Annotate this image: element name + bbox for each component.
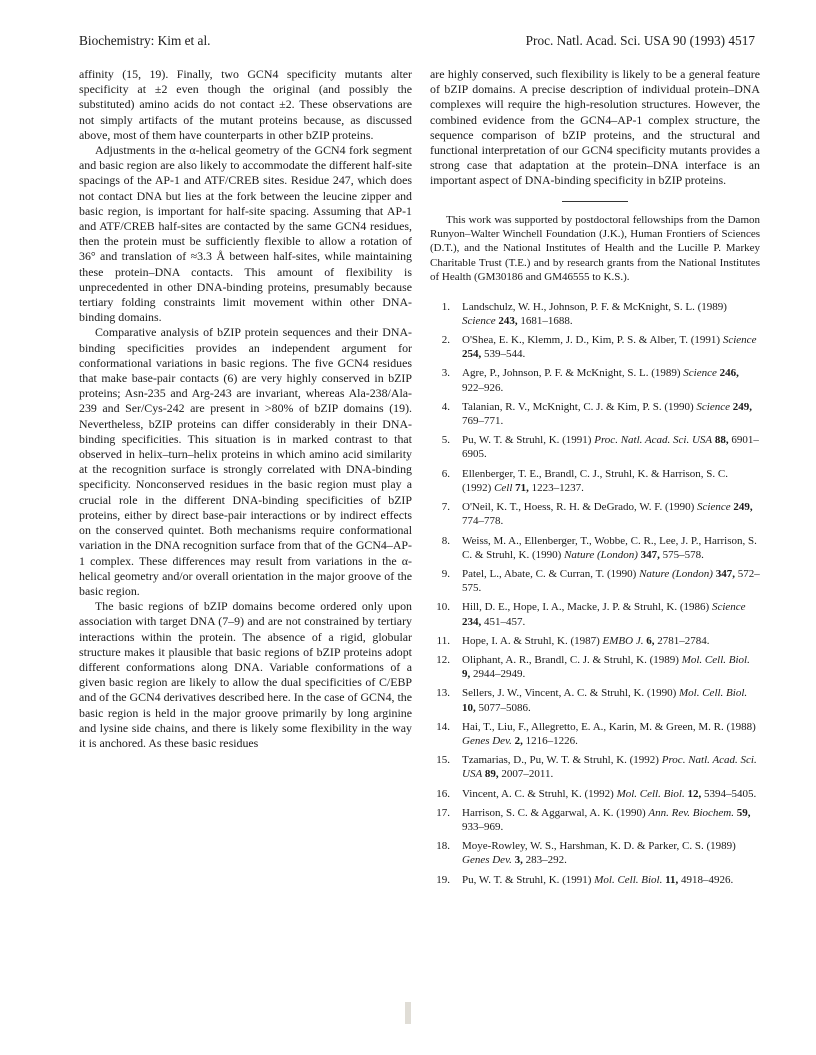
reference-number: 5. (441, 434, 450, 447)
right-column (430, 67, 760, 892)
reference-item (430, 534, 760, 562)
reference-pages: 933–969. (462, 820, 504, 833)
reference-journal: Nature (London) (639, 567, 713, 580)
reference-number: 6. (441, 467, 450, 480)
reference-item (430, 300, 760, 328)
reference-journal: Science (711, 601, 746, 614)
reference-pages: 1216–1226. (525, 734, 578, 747)
reference-pages: 2781–2784. (657, 634, 710, 647)
reference-pages: 4918–4926. (681, 873, 734, 886)
reference-pages: 922–926. (462, 381, 504, 394)
reference-item (430, 686, 760, 714)
reference-pages: 2944–2949. (473, 668, 526, 681)
reference-volume: 2, (514, 734, 523, 747)
reference-journal: Mol. Cell. Biol. (679, 687, 748, 700)
reference-journal: EMBO J. (602, 634, 644, 647)
reference-pages: 1681–1688. (520, 314, 573, 327)
reference-item (430, 720, 760, 748)
reference-journal: Genes Dev. (462, 854, 512, 867)
reference-authors: Hai, T., Liu, F., Allegretto, E. A., Karin, M. & Green, M. R. (1988) (462, 720, 756, 733)
reference-journal: Cell (494, 481, 513, 494)
reference-number: 2. (441, 334, 450, 347)
reference-authors: Ellenberger, T. E., Brandl, C. J., Struhl, K. & Harrison, S. C. (1992) (462, 467, 728, 494)
reference-item (430, 787, 760, 801)
reference-pages: 2007–2011. (501, 768, 554, 781)
reference-number: 1. (441, 300, 450, 313)
reference-number: 8. (441, 534, 450, 547)
reference-authors: Pu, W. T. & Struhl, K. (1991) (462, 434, 592, 447)
reference-number: 10. (436, 601, 450, 614)
reference-volume: 249, (733, 501, 753, 514)
reference-item (430, 806, 760, 834)
reference-journal: Mol. Cell. Biol. (681, 653, 750, 666)
reference-authors: Agre, P., Johnson, P. F. & McKnight, S. L. (1989) (462, 367, 681, 380)
reference-pages: 5394–5405. (703, 787, 757, 800)
reference-volume: 11, (665, 873, 679, 886)
reference-list (430, 300, 760, 887)
reference-volume: 243, (498, 314, 518, 327)
reference-pages: 774–778. (462, 515, 504, 528)
reference-pages: 1223–1237. (531, 481, 584, 494)
reference-journal: Mol. Cell. Biol. (616, 787, 685, 800)
reference-authors: Vincent, A. C. & Struhl, K. (1992) (462, 787, 614, 800)
reference-volume: 234, (462, 615, 482, 628)
reference-item (430, 567, 760, 595)
reference-journal: Nature (London) (564, 548, 638, 561)
reference-volume: 254, (462, 348, 482, 361)
reference-journal: Science (683, 367, 717, 380)
reference-journal: Genes Dev. (462, 734, 512, 747)
reference-authors: O'Shea, E. K., Klemm, J. D., Kim, P. S. & Alber, T. (1991) (462, 334, 721, 347)
body-paragraph: are highly conserved, such flexibility is likely to be a general feature of bZIP domains. A precise description of individual protein–DNA complexes will require the high-resolution structures. However, the combined evidence from the GCN4–AP-1 complex structure, the sequence comparison of bZIP proteins, and the structural and functional interpretation of our GCN4 specificity mutants provides a strong case that adaptation at the protein–DNA interface is an important aspect of DNA-binding specificity in bZIP proteins. (430, 67, 760, 188)
reference-authors: Weiss, M. A., Ellenberger, T., Wobbe, C. R., Lee, J. P., Harrison, S. C. & Struhl, K. (1990) (462, 534, 757, 561)
reference-authors: Oliphant, A. R., Brandl, C. J. & Struhl, K. (1989) (462, 653, 679, 666)
reference-volume: 10, (462, 701, 476, 714)
reference-authors: Sellers, J. W., Vincent, A. C. & Struhl, K. (1990) (462, 687, 677, 700)
reference-volume: 71, (515, 481, 529, 494)
reference-number: 4. (441, 400, 450, 413)
reference-volume: 249, (732, 400, 753, 413)
reference-item (430, 600, 760, 628)
reference-number: 18. (436, 840, 450, 853)
body-paragraph: Adjustments in the α-helical geometry of the GCN4 fork segment and basic region are also likely to accommodate the different half-site spacings of the AP-1 and ATF/CREB sites. Residue 247, which does not contact DNA but lies at the fork between the leucine zipper and basic region, is important for half-site spacing. Assuming that AP-1 and ATF/CREB half-sites are contacted by the same GCN4 residues, then the protein must be sufficiently flexible to allow a rotation of 36° and translation of ≈3.3 Å between half-sites, while maintaining these protein–DNA contacts. This amount of flexibility is unprecedented in other DNA-binding proteins, presumably because tertiary folding constraints limit movement within other DNA-binding domains. (79, 143, 412, 325)
reference-authors: Landschulz, W. H., Johnson, P. F. & McKnight, S. L. (1989) (462, 300, 727, 313)
reference-authors: Harrison, S. C. & Aggarwal, A. K. (1990) (462, 806, 646, 819)
reference-authors: Patel, L., Abate, C. & Curran, T. (1990) (462, 567, 637, 580)
body-paragraph: Comparative analysis of bZIP protein sequences and their DNA-binding specificities provides an independent argument for conformational variations in basic regions. The five GCN4 residues that make base-pair contacts (6) are very highly conserved in bZIP proteins; Asn-235 and Arg-243 are invariant, whereas Ala-238/Ala-239 and Ser/Cys-242 are present in >80% of bZIP domains (19). Nevertheless, bZIP proteins can differ considerably in their DNA-binding specificities. This situation is in marked contrast to that observed in helix–turn–helix proteins in which amino acid similarity at the recognition surface is strongly correlated with DNA-binding specificity. Nonconserved residues in the basic region must play a crucial role in the different DNA-binding specificities of bZIP proteins, either by direct base-pair interactions or by indirect effects on the conserved quintet. Both mechanisms require conformational variation in the DNA recognition surface from that of the GCN4–AP-1 complex. These differences may result from variations in the α-helical geometry and/or overall orientation in the major groove of the basic region. (79, 325, 412, 598)
reference-item (430, 433, 760, 461)
reference-pages: 539–544. (484, 348, 526, 361)
reference-authors: Hill, D. E., Hope, I. A., Macke, J. P. & Struhl, K. (1986) (462, 601, 710, 614)
reference-pages: 769–771. (462, 415, 504, 428)
reference-volume: 89, (484, 768, 499, 781)
reference-pages: 6901–6905. (462, 434, 759, 461)
acknowledgment: This work was supported by postdoctoral fellowships from the Damon Runyon–Walter Winchell Foundation (J.K.), Human Frontiers of Sciences (D.T.), and the National Institutes of Health and the Lucille P. Markey Charitable Trust (T.E.) and by research grants from the National Institutes of Health (GM30186 and GM46555 to K.S.). (430, 213, 760, 284)
reference-item (430, 333, 760, 361)
reference-authors: Hope, I. A. & Struhl, K. (1987) (462, 634, 600, 647)
reference-item (430, 839, 760, 867)
reference-number: 14. (436, 720, 450, 733)
reference-item (430, 400, 760, 428)
reference-number: 11. (436, 634, 450, 647)
reference-journal: Proc. Natl. Acad. Sci. USA (462, 754, 757, 781)
reference-pages: 5077–5086. (478, 701, 531, 714)
reference-number: 12. (436, 653, 450, 666)
reference-volume: 59, (736, 806, 751, 819)
reference-journal: Science (697, 501, 731, 514)
reference-number: 9. (441, 567, 450, 580)
reference-authors: Pu, W. T. & Struhl, K. (1991) (462, 873, 592, 886)
reference-authors: Talanian, R. V., McKnight, C. J. & Kim, P. S. (1990) (462, 400, 694, 413)
reference-journal: Proc. Natl. Acad. Sci. USA (594, 434, 713, 447)
reference-pages: 451–457. (484, 615, 526, 628)
reference-journal: Science (696, 400, 731, 413)
reference-number: 7. (441, 501, 450, 514)
reference-item (430, 634, 760, 648)
reference-item (430, 500, 760, 528)
reference-journal: Science (462, 314, 496, 327)
reference-number: 16. (436, 787, 450, 800)
reference-authors: Tzamarias, D., Pu, W. T. & Struhl, K. (1992) (462, 754, 659, 767)
scan-mark (405, 1002, 411, 1024)
reference-number: 3. (441, 367, 450, 380)
reference-item (430, 873, 760, 887)
reference-volume: 9, (462, 668, 471, 681)
reference-journal: Ann. Rev. Biochem. (648, 806, 734, 819)
body-paragraph: The basic regions of bZIP domains become ordered only upon association with target DNA (7–9) and are not constrained by tertiary interactions within the protein. The absence of a rigid, globular structure makes it plausible that basic regions of bZIP proteins adopt different conformations along DNA. Variable conformations of a given basic region are likely to allow the dual specificities of C/EBP and of the GCN4 derivatives described here. In the case of GCN4, the basic region is held in the major groove primarily by long arginine and lysine side chains, and there is likely some flexibility in the way it is anchored. As these basic residues (79, 599, 412, 750)
reference-volume: 12, (687, 787, 702, 800)
reference-number: 13. (436, 687, 450, 700)
reference-item (430, 366, 760, 394)
reference-journal: Mol. Cell. Biol. (594, 873, 663, 886)
reference-number: 19. (436, 873, 450, 886)
reference-authors: O'Neil, K. T., Hoess, R. H. & DeGrado, W. F. (1990) (462, 501, 695, 514)
left-column (79, 67, 412, 751)
reference-item (430, 653, 760, 681)
reference-authors: Moye-Rowley, W. S., Harshman, K. D. & Parker, C. S. (1989) (462, 840, 736, 853)
reference-volume: 246, (719, 367, 739, 380)
running-header-left: Biochemistry: Kim et al. (79, 33, 211, 48)
reference-item (430, 753, 760, 781)
reference-item (430, 467, 760, 495)
reference-volume: 347, (715, 567, 735, 580)
reference-pages: 575–578. (662, 548, 704, 561)
reference-volume: 347, (640, 548, 660, 561)
reference-volume: 3, (514, 854, 523, 867)
reference-volume: 6, (646, 634, 655, 647)
reference-volume: 88, (714, 434, 729, 447)
reference-pages: 283–292. (525, 854, 567, 867)
running-header-right: Proc. Natl. Acad. Sci. USA 90 (1993) 4517 (525, 33, 755, 48)
reference-number: 15. (436, 754, 450, 767)
reference-pages: 572–575. (462, 567, 760, 595)
section-divider (562, 201, 628, 202)
reference-journal: Science (722, 334, 757, 347)
reference-number: 17. (436, 806, 450, 819)
body-paragraph: affinity (15, 19). Finally, two GCN4 specificity mutants alter specificity at ±2 even though the original (and possibly the substituted) amino acids do not contact ±2. These observations are not simply artifacts of the mutant proteins because, as discussed above, most of them have counterparts in other bZIP proteins. (79, 67, 412, 142)
